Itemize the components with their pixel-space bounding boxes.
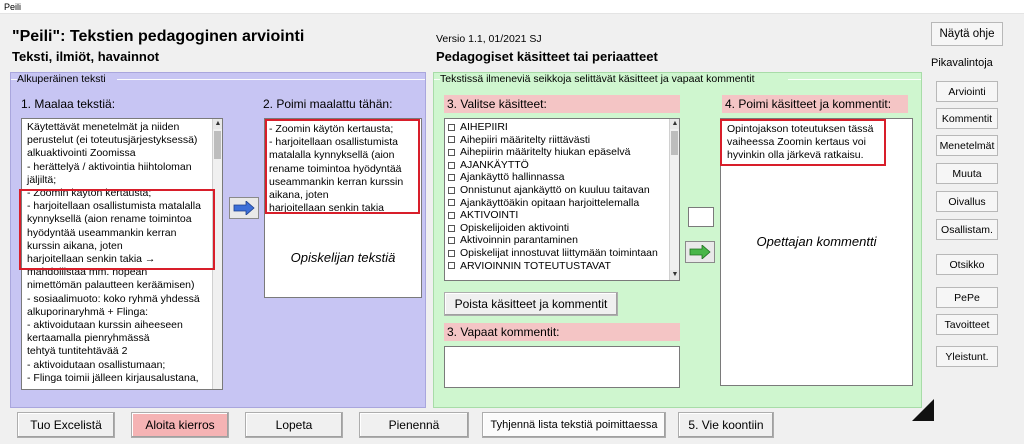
concepts-list-items [448, 121, 667, 272]
shortcut-button[interactable]: Arviointi [936, 81, 998, 102]
concepts-legend: Tekstissä ilmeneviä seikkoja selittävät käsitteet ja vapaat kommentit [440, 73, 755, 85]
text-line: harjoitellaan senkin takia [269, 202, 384, 215]
text-line: matalalla kynnyksellä (aion [269, 149, 395, 162]
text-line: aikana, joten [269, 189, 329, 202]
concept-checkbox[interactable] [448, 250, 455, 257]
concept-item[interactable] [448, 159, 667, 172]
step2-label: 2. Poimi maalattu tähän: [263, 97, 393, 111]
step1-label: 1. Maalaa tekstiä: [21, 97, 116, 111]
concept-checkbox[interactable] [448, 174, 455, 181]
text-line: alkuaktivointi Zoomissa [27, 147, 136, 160]
concept-label: Opiskelijoiden aktivointi [460, 221, 570, 234]
text-line: hyvinkin olla järkevä ratkaisu. [727, 149, 864, 162]
text-line: - aktivoidutaan kurssin aiheeseen [27, 319, 183, 332]
highlighted-selection [19, 189, 215, 270]
panel-divider [117, 79, 425, 80]
text-line: - sosiaalimuoto: koko ryhmä yhdessä [27, 292, 200, 305]
concept-label: Onnistunut ajankäyttö on kuuluu taitavan [460, 183, 650, 196]
text-line: alkuporinaryhmä + Flinga: [27, 305, 149, 318]
comment-placeholder: Opettajan kommentti [756, 234, 877, 249]
step4-label: 4. Poimi käsitteet ja kommentit: [722, 95, 908, 113]
text-line: - Zoomin käytön kertausta; [269, 123, 394, 135]
start-round-button[interactable]: Aloita kierros [131, 412, 229, 438]
scroll-up-icon[interactable]: ▲ [671, 120, 679, 127]
free-comments-input[interactable] [444, 346, 680, 388]
shortcut-button[interactable]: PePe [936, 287, 998, 308]
concept-item[interactable] [448, 171, 667, 184]
text-line: Käytettävät menetelmät ja niiden [27, 121, 180, 133]
concept-label: Aktivoinnin parantaminen [460, 234, 578, 247]
concept-label: Ajankäyttöäkin opitaan harjoittelemalla [460, 196, 640, 209]
minimize-button[interactable]: Pienennä [359, 412, 469, 438]
original-text-legend: Alkuperäinen teksti [17, 73, 106, 85]
text-line: perustelut (ei toteutusjärjestyksessä) [27, 134, 198, 147]
concept-item[interactable] [448, 234, 667, 247]
comment-highlight [720, 119, 886, 166]
concept-item[interactable] [448, 209, 667, 222]
text-line: - herättelyä / aktivointia hiihtoloman [27, 160, 192, 173]
concepts-panel [433, 72, 922, 408]
resize-corner-icon[interactable] [912, 399, 934, 421]
shortcut-button[interactable]: Yleistunt. [936, 346, 998, 367]
picked-placeholder: Opiskelijan tekstiä [290, 250, 396, 265]
scroll-down-icon[interactable]: ▼ [671, 271, 679, 278]
concept-checkbox[interactable] [448, 262, 455, 269]
concept-item[interactable] [448, 121, 667, 134]
step3-label: 3. Valitse käsitteet: [444, 95, 680, 113]
transfer-text-button[interactable] [229, 197, 259, 219]
text-line: Opintojakson toteutuksen tässä [727, 123, 874, 135]
text-line: rename toimintoa hyödyntää [269, 162, 402, 175]
import-excel-button[interactable]: Tuo Excelistä [17, 412, 115, 438]
concept-label: AJANKÄYTTÖ [460, 158, 529, 171]
text-line: - harjoitellaan osallistumista [269, 136, 398, 149]
shortcut-button[interactable]: Kommentit [936, 108, 998, 129]
shortcut-button[interactable]: Menetelmät [936, 135, 998, 156]
concepts-scrollbar[interactable] [669, 119, 679, 280]
text-line: tehtyä tuntitehtävää 2 [27, 345, 128, 358]
scroll-thumb[interactable] [671, 131, 678, 155]
concept-label: AKTIVOINTI [460, 209, 519, 222]
text-line: mahdollistaa mm. nopean [27, 266, 148, 279]
shortcut-button[interactable]: Tavoitteet [936, 314, 998, 335]
concept-checkbox[interactable] [448, 187, 455, 194]
stop-button[interactable]: Lopeta [245, 412, 343, 438]
help-button[interactable]: Näytä ohje [931, 22, 1003, 46]
page-title: "Peili": Tekstien pedagoginen arviointi [12, 28, 305, 45]
concept-label: Ajankäyttö hallinnassa [460, 171, 565, 184]
concepts-list[interactable] [444, 118, 680, 281]
shortcut-button[interactable]: Otsikko [936, 254, 998, 275]
concept-checkbox[interactable] [448, 162, 455, 169]
shortcut-button[interactable]: Osallistam. [936, 219, 998, 240]
arrow-right-icon [689, 245, 711, 259]
page-subtitle: Teksti, ilmiöt, havainnot [12, 49, 160, 64]
concept-checkbox[interactable] [448, 136, 455, 143]
text-line: harjoitellaan senkin takia → [27, 253, 156, 266]
shortcut-button[interactable]: Muuta [936, 163, 998, 184]
concept-checkbox[interactable] [448, 225, 455, 232]
window-title: Peili [4, 2, 22, 12]
concept-label: Aihepiiri määritelty riittävästi [460, 133, 591, 146]
concept-item[interactable] [448, 260, 667, 273]
free-comments-label: 3. Vapaat kommentit: [444, 323, 680, 341]
scroll-thumb[interactable] [214, 131, 221, 159]
text-line: hyödyntää useammankin kerran [27, 226, 177, 239]
concept-label: Aihepiirin määritelty hiukan epäselvä [460, 146, 631, 159]
concept-item[interactable] [448, 146, 667, 159]
text-line: kurssin aikana, joten [27, 239, 123, 252]
concept-checkbox[interactable] [448, 212, 455, 219]
small-input-box[interactable] [688, 207, 714, 227]
shortcut-button[interactable]: Oivallus [936, 191, 998, 212]
concept-item[interactable] [448, 134, 667, 147]
concept-label: ARVIOINNIN TOTEUTUSTAVAT [460, 259, 611, 272]
concept-checkbox[interactable] [448, 124, 455, 131]
transfer-concepts-button[interactable] [685, 241, 715, 263]
text-line: vaiheessa Zoomin kertaus voi [727, 136, 866, 149]
concept-label: Opiskelijat innostuvat liittymään toimintaan [460, 246, 658, 259]
version-label: Versio 1.1, 01/2021 SJ [436, 33, 542, 45]
original-text-panel [10, 72, 426, 408]
clear-list-toggle[interactable]: Tyhjennä lista tekstiä poimittaessa [482, 412, 666, 438]
text-line: useammankin kerran kurssin [269, 175, 404, 188]
arrow-right-icon [233, 201, 255, 215]
concept-label: AIHEPIIRI [460, 121, 508, 133]
text-line: kynnyksellä (aion rename toimintoa [27, 213, 192, 226]
text-line: - Zoomin käytön kertausta; [27, 187, 152, 200]
window-titlebar [0, 0, 1024, 14]
concept-item[interactable] [448, 247, 667, 260]
text-line: jäljiltä; [27, 173, 57, 186]
concepts-title: Pedagogiset käsitteet tai periaatteet [436, 49, 658, 64]
text-line: kertaamalla pienryhmässä [27, 332, 150, 345]
concept-checkbox[interactable] [448, 237, 455, 244]
text-line: nimettömän palautteen keräämisen) [27, 279, 195, 292]
concept-item[interactable] [448, 197, 667, 210]
send-to-summary-button[interactable]: 5. Vie koontiin [678, 412, 774, 438]
concept-checkbox[interactable] [448, 149, 455, 156]
text-line: - Flinga toimii jälleen kirjausalustana, [27, 371, 199, 384]
scroll-up-icon[interactable]: ▲ [214, 120, 222, 127]
concept-item[interactable] [448, 222, 667, 235]
text-line: - aktivoidutaan osallistumaan; [27, 358, 166, 371]
concept-checkbox[interactable] [448, 199, 455, 206]
concept-item[interactable] [448, 184, 667, 197]
shortcuts-title: Pikavalintoja [931, 57, 993, 69]
panel-divider [788, 79, 921, 80]
picked-highlight [265, 119, 420, 214]
text-line: - harjoitellaan osallistumista matalalla [27, 200, 201, 213]
clear-concepts-button[interactable]: Poista käsitteet ja kommentit [444, 292, 618, 316]
